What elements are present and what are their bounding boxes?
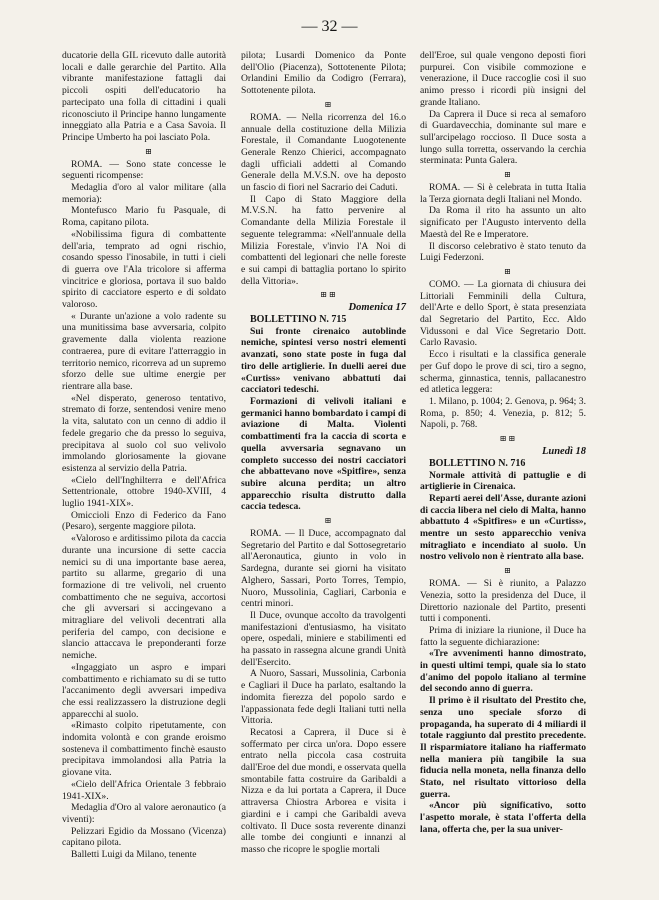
bulletin-paragraph: Formazioni di velivoli italiani e germanici hanno bombardato i campi di aviazione di Malta. Violenti combattimenti fra la caccia di scorta e quella avversaria segnavano un completo successo dei nostri cacciatori che abbattevano nove «Spitfire», senza subire alcuna perdita; un altro apparecchio risulta distrutto dalla caccia tedesca. xyxy=(241,395,406,513)
paragraph: Il discorso celebrativo è stato tenuto da Luigi Federzoni. xyxy=(420,240,586,264)
paragraph: Il Capo di Stato Maggiore della M.V.S.N. ha fatto pervenire al Comandante della Milizia Forestale il seguente telegramma: «Nell'annuale della Milizia Forestale, v'invio l'A Noi di combattenti del legionari che nelle foreste e sui campi di battaglia portano lo spirito della Vittoria». xyxy=(241,193,406,287)
paragraph: Recatosi a Caprera, il Duce si è soffermato per circa un'ora. Dopo essere entrato nella piccola casa costruita dall'Eroe del due mondi, e osservata quella smontabile fatta costruire da Garibaldi a Nizza e da lui portata a Caprera, il Duce attraversa Chiostra Arborea e visita i giardini e i campi che Garibaldi aveva coltivato. Il Duce sosta reverente dinanzi alle tombe dei congiunti e innanzi al masso che ricopre le spoglie mortali xyxy=(241,726,406,855)
separator-double-icon: ⊞ ⊞ xyxy=(320,290,336,300)
page-number: — 32 — xyxy=(301,18,358,35)
results-list: 1. Milano, p. 1004; 2. Genova, p. 964; 3. Roma, p. 850; 4. Venezia, p. 812; 5. Napoli, p. 768. xyxy=(420,395,586,431)
paragraph: COMO. — La giornata di chiusura dei Littoriali Femminili della Cultura, dell'Arte e dello Sport, è stata presenziata dal Segretario del Partito, Ecc. Aldo Vidussoni e dal Vice Segretario Dott. Carlo Ravasio. xyxy=(420,278,586,349)
date-heading: Domenica 17 xyxy=(348,302,406,314)
paragraph: Medaglia d'oro al valor militare (alla memoria): xyxy=(62,182,226,205)
paragraph: ducatorie della GIL ricevuto dalle autorità locali e dalle gerarchie del Partito. Alla vibrante manifestazione fattagli dai piccoli ospiti dell'educatorio ha partecipato una folla di cittadini i quali riconosciuto il Principe hanno lungamente inneggiato alla Patria e a Casa Savoia. Il Principe Umberto ha poi lasciato Pola. xyxy=(62,50,226,143)
paragraph: Omiccioli Enzo di Federico da Fano (Pesaro), sergente maggiore pilota. xyxy=(62,509,226,533)
paragraph: Da Roma il rito ha assunto un alto significato per l'Augusto intervento della Maestà del Re e Imperatore. xyxy=(420,205,586,240)
quote-paragraph: Il primo è il risultato del Prestito che, senza uno speciale sforzo di propaganda, ha superato di 4 miliardi il totale raggiunto dal prestito precedente. Il risparmiatore italiano ha riaffermato nella maniera più tangibile la sua fiducia nella moneta, nella finanza dello Stato, nel risultato vittorioso della guerra. xyxy=(420,695,586,800)
paragraph: «Rimasto colpito ripetutamente, con indomita volontà e con grande eroismo sosteneva il combattimento finchè esausto precipitava immolandosi alla Patria la giovane vita. xyxy=(62,720,226,779)
separator-double-icon: ⊞ ⊞ xyxy=(499,434,516,444)
paragraph: «Cielo dell'Inghilterra e dell'Africa Settentrionale, ottobre 1940-XVIII, 4 luglio 1941-XIX». xyxy=(62,474,226,510)
date-heading: Lunedì 18 xyxy=(541,446,586,458)
paragraph: A Nuoro, Sassari, Mussolinia, Carbonia e Cagliari il Duce ha parlato, esaltando la indomita fierezza del popolo sardo e l'appassionata fede degli Italiani tutti nella Vittoria. xyxy=(241,668,406,727)
paragraph: Medaglia d'Oro al valore aeronautico (a viventi): xyxy=(62,802,226,825)
quote-paragraph: «Tre avvenimenti hanno dimostrato, in questi ultimi tempi, quale sia lo stato d'animo del popolo italiano al termine del secondo anno di guerra. xyxy=(420,648,586,695)
paragraph: ROMA. — Si è riunito, a Palazzo Venezia, sotto la presidenza del Duce, il Direttorio nazionale del Partito, presenti tutti i componenti. xyxy=(420,578,586,625)
column-left xyxy=(62,50,226,861)
separator-icon: ⊞ xyxy=(324,516,332,526)
paragraph: ROMA. — Il Duce, accompagnato dal Segretario del Partito e dal Sottosegretario all'Aeronautica, giunto in volo in Sardegna, durante sei giorni ha visitato Alghero, Sassari, Porto Torres, Tempio, Nuoro, Mussolinia, Cagliari, Carbonia e centri minori. xyxy=(241,528,406,610)
paragraph: ROMA. — Sono state concesse le seguenti ricompense: xyxy=(62,158,226,182)
paragraph: «Ingaggiato un aspro e impari combattimento e richiamato su di se tutto l'accanimento degli avversari impediva che essi realizzassero la distruzione degli apparecchi al suolo. xyxy=(62,661,226,720)
paragraph: dell'Eroe, sul quale vengono deposti fiori purpurei. Con visibile commozione e venerazione, il Duce raccoglie così il suo animo presso i ricordi più insigni del grande Italiano. xyxy=(420,50,586,108)
separator-icon: ⊞ xyxy=(504,266,511,276)
paragraph: ROMA. — Si è celebrata in tutta Italia la Terza giornata degli Italiani nel Mondo. xyxy=(420,182,586,205)
column-right xyxy=(420,50,586,836)
quote-paragraph: «Ancor più significativo, sotto l'aspetto morale, è stata l'offerta della lana, offerta che, per la sua univer- xyxy=(420,800,586,835)
paragraph: Balletti Luigi da Milano, tenente xyxy=(71,849,197,861)
paragraph: Montefusco Mario fu Pasquale, di Roma, capitano pilota. xyxy=(62,205,226,229)
bulletin-heading: BOLLETTINO N. 716 xyxy=(429,457,526,469)
separator-icon: ⊞ xyxy=(145,146,152,156)
separator-icon: ⊞ xyxy=(504,170,511,180)
paragraph: «Valoroso e arditissimo pilota da caccia durante una incursione di sette caccia nemici su di una importante base aerea, partito su allarme, gregario di una formazione di tre velivoli, nel cruento combattimento che ne seguiva, accortosi che gli avversari si accingevano a mitragliare del velivoli decentrati alla periferia del campo, con decisione e slancio attaccava le preponderanti forze nemiche. xyxy=(62,533,226,662)
paragraph: Pelizzari Egidio da Mossano (Vicenza) capitano pilota. xyxy=(62,825,226,849)
bulletin-paragraph: Normale attività di pattuglie e di artiglierie in Cirenaica. xyxy=(420,469,586,493)
paragraph: pilota; Lusardi Domenico da Ponte dell'Olio (Piacenza), Sottotenente Pilota; Orlandini Emilio da Codigro (Ferrara), Sottotenente pilota. xyxy=(241,50,406,97)
paragraph: « Durante un'azione a volo radente su una munitissima base avversaria, colpito gravemente dalla violenta reazione contraerea, pure di evitare l'atterraggio in territorio nemico, ricorreva ad un supremo sforzo delle sue ultime energie per rientrare alla base. xyxy=(62,310,226,392)
bulletin-paragraph: Reparti aerei dell'Asse, durante azioni di caccia libera nel cielo di Malta, hanno abbattuto 4 «Spitfires» e un «Curtiss», mentre un sesto apparecchio veniva mitragliato e incendiato al suolo. Un nostro velivolo non è rientrato alla base. xyxy=(420,492,586,563)
paragraph: Ecco i risultati e la classifica generale per Guf dopo le prove di sci, tiro a segno, scherma, ginnastica, tennis, pallacanestro ed atletica leggera: xyxy=(420,349,586,396)
bulletin-paragraph: Sui fronte cirenaico autoblinde nemiche, spintesi verso nostri elementi avanzati, sono state poste in fuga dal tiro delle artiglierie. In duelli aerei due «Curtiss» venivano abbattuti dai cacciatori tedeschi. xyxy=(241,325,406,396)
bulletin-heading: BOLLETTINO N. 715 xyxy=(250,314,347,326)
paragraph: Da Caprera il Duce si reca al semaforo di Guardavecchia, dominante sul mare e sull'arcipelago roccioso. Il Duce sosta a lungo sulla torretta, osservando la cerchia sterminata: Punta Galera. xyxy=(420,108,586,167)
paragraph: «Cielo dell'Africa Orientale 3 febbraio 1941-XIX». xyxy=(62,778,226,802)
column-middle xyxy=(241,50,406,856)
separator-icon: ⊞ xyxy=(324,99,332,109)
separator-icon: ⊞ xyxy=(504,566,511,576)
paragraph: «Nel disperato, generoso tentativo, stremato di forze, sentendosi venire meno la vita, salutato con un cenno di addio il fedele gregario che da presso lo seguiva, precipitava al suolo col suo velivolo immolando gloriosamente la giovane esistenza al servizio della Patria. xyxy=(62,392,226,474)
paragraph: ROMA. — Nella ricorrenza del 16.o annuale della costituzione della Milizia Forestale, il Comandante Luogotenente Generale Renzo Chierici, accompagnato dagli ufficiali addetti al Comando Generale della M.V.S.N. ove ha deposto un fascio di fiori nel Sacrario dei Caduti. xyxy=(241,111,406,194)
paragraph: Il Duce, ovunque accolto da travolgenti manifestazioni d'entusiasmo, ha visitato opere, ospedali, miniere e stabilimenti ed ha passato in rassegna alcune grandi Unità dell'Esercito. xyxy=(241,609,406,668)
paragraph: Prima di iniziare la riunione, il Duce ha fatto la seguente dichiarazione: xyxy=(420,624,586,648)
paragraph: «Nobilissima figura di combattente dell'aria, temprato ad ogni rischio, cosando spesso l'inosabile, in tutti i cieli di guerra ove l'Ala tricolore si afferma vincitrice e gloriosa, portava il suo baldo spirito di cacciatore esperto e di soldato valoroso. xyxy=(62,228,226,311)
